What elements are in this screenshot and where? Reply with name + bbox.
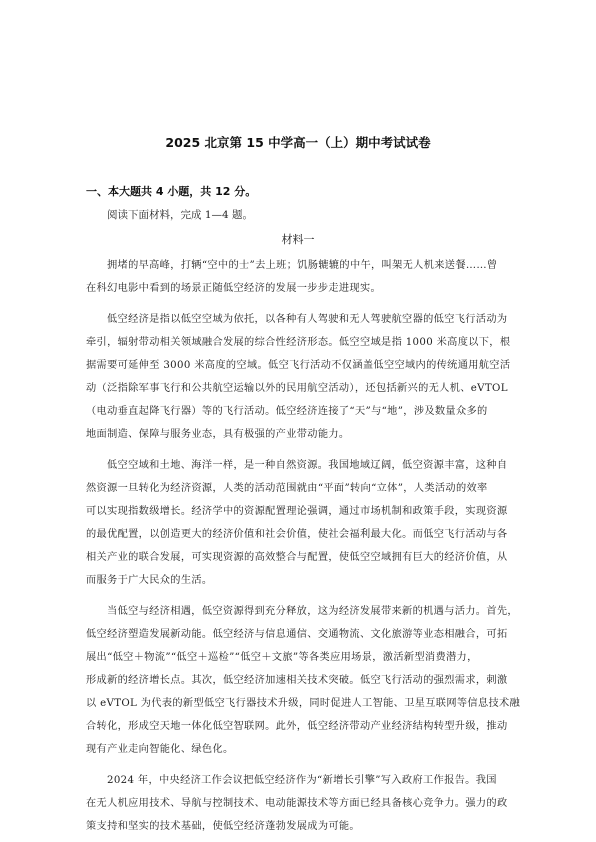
paragraph-2-line-5: （电动垂直起降飞行器）等的飞行活动。低空经济连接了“天”与“地”，涉及数量众多的 (86, 406, 488, 417)
paragraph-1-line-1: 拥堵的早高峰，打辆“空中的士”去上班；饥肠辘辘的中午，叫架无人机来送餐……曾 (107, 260, 498, 271)
paragraph-3-line-2: 然资源一旦转化为经济资源，人类的活动范围就由“平面”转向“立体”，人类活动的效率 (86, 483, 488, 494)
paragraph-4-line-3: 展出“低空＋物流”“低空＋巡检”“低空＋文旅”等各类应用场景，激活新型消费潜力， (86, 652, 478, 663)
section-heading: 一、本大题共 4 小题，共 12 分。 (86, 185, 257, 198)
paragraph-3-line-5: 相关产业的联合发展，可实现资源的高效整合与配置，使低空空域拥有巨大的经济价值，从 (86, 552, 508, 563)
paragraph-2-line-3: 据需要可延伸至 3000 米高度的空域。低空飞行活动不仅涵盖低空空域内的传统通用航空活 (86, 360, 511, 371)
material-title: 材料一 (281, 233, 315, 246)
paragraph-2-line-4: 动（泛指除军事飞行和公共航空运输以外的民用航空活动），还包括新兴的无人机、eVTOL (86, 383, 508, 394)
paragraph-4-line-2: 低空经济塑造发展新动能。低空经济与信息通信、交通物流、文化旅游等业态相融合，可拓 (86, 629, 508, 640)
paragraph-2-line-2: 牵引，辐射带动相关领域融合发展的综合性经济形态。低空空域是指 1000 米高度以下，根 (86, 337, 511, 348)
paragraph-4-line-1: 当低空与经济相遇，低空资源得到充分释放，这为经济发展带来新的机遇与活力。首先， (107, 606, 518, 617)
paragraph-5-line-3: 策支持和坚实的技术基础，使低空经济蓬勃发展成为可能。 (86, 821, 360, 832)
paragraph-2-line-6: 地面制造、保障与服务业态，具有极强的产业带动能力。 (86, 429, 350, 440)
paragraph-1-line-2: 在科幻电影中看到的场景正随低空经济的发展一步步走进现实。 (86, 283, 382, 294)
paragraph-4-line-6: 合转化，形成空天地一体化低空智联网。此外，低空经济带动产业经济结构转型升级，推动 (86, 721, 508, 732)
paragraph-3-line-3: 可以实现指数级增长。经济学中的资源配置理论强调，通过市场机制和政策手段，实现资源 (86, 506, 508, 517)
paragraph-4-line-4: 形成新的经济增长点。其次，低空经济加速相关技术突破。低空飞行活动的强烈需求，刺激 (86, 675, 508, 686)
paragraph-3-line-4: 的最优配置，以创造更大的经济价值和社会价值，使社会福利最大化。而低空飞行活动与各 (86, 529, 508, 540)
reading-instruction: 阅读下面材料，完成 1—4 题。 (107, 209, 254, 221)
paragraph-3-line-1: 低空空域和土地、海洋一样，是一种自然资源。我国地域辽阔，低空资源丰富，这种自 (107, 460, 508, 471)
paragraph-5-line-1: 2024 年，中央经济工作会议把低空经济作为“新增长引擎”写入政府工作报告。我国 (107, 775, 497, 786)
paragraph-4-line-7: 现有产业走向智能化、绿色化。 (86, 744, 234, 755)
paragraph-4-line-5: 以 eVTOL 为代表的新型低空飞行器技术升级，同时促进人工智能、卫星互联网等信息技术融 (86, 698, 521, 709)
paragraph-2-line-1: 低空经济是指以低空空域为依托，以各种有人驾驶和无人驾驶航空器的低空飞行活动为 (107, 314, 508, 325)
paragraph-3-line-6: 而服务于广大民众的生活。 (86, 575, 213, 586)
document-title: 2025 北京第 15 中学高一（上）期中考试试卷 (165, 135, 431, 150)
paragraph-5-line-2: 在无人机应用技术、导航与控制技术、电动能源技术等方面已经具备核心竞争力。强力的政 (86, 798, 508, 809)
